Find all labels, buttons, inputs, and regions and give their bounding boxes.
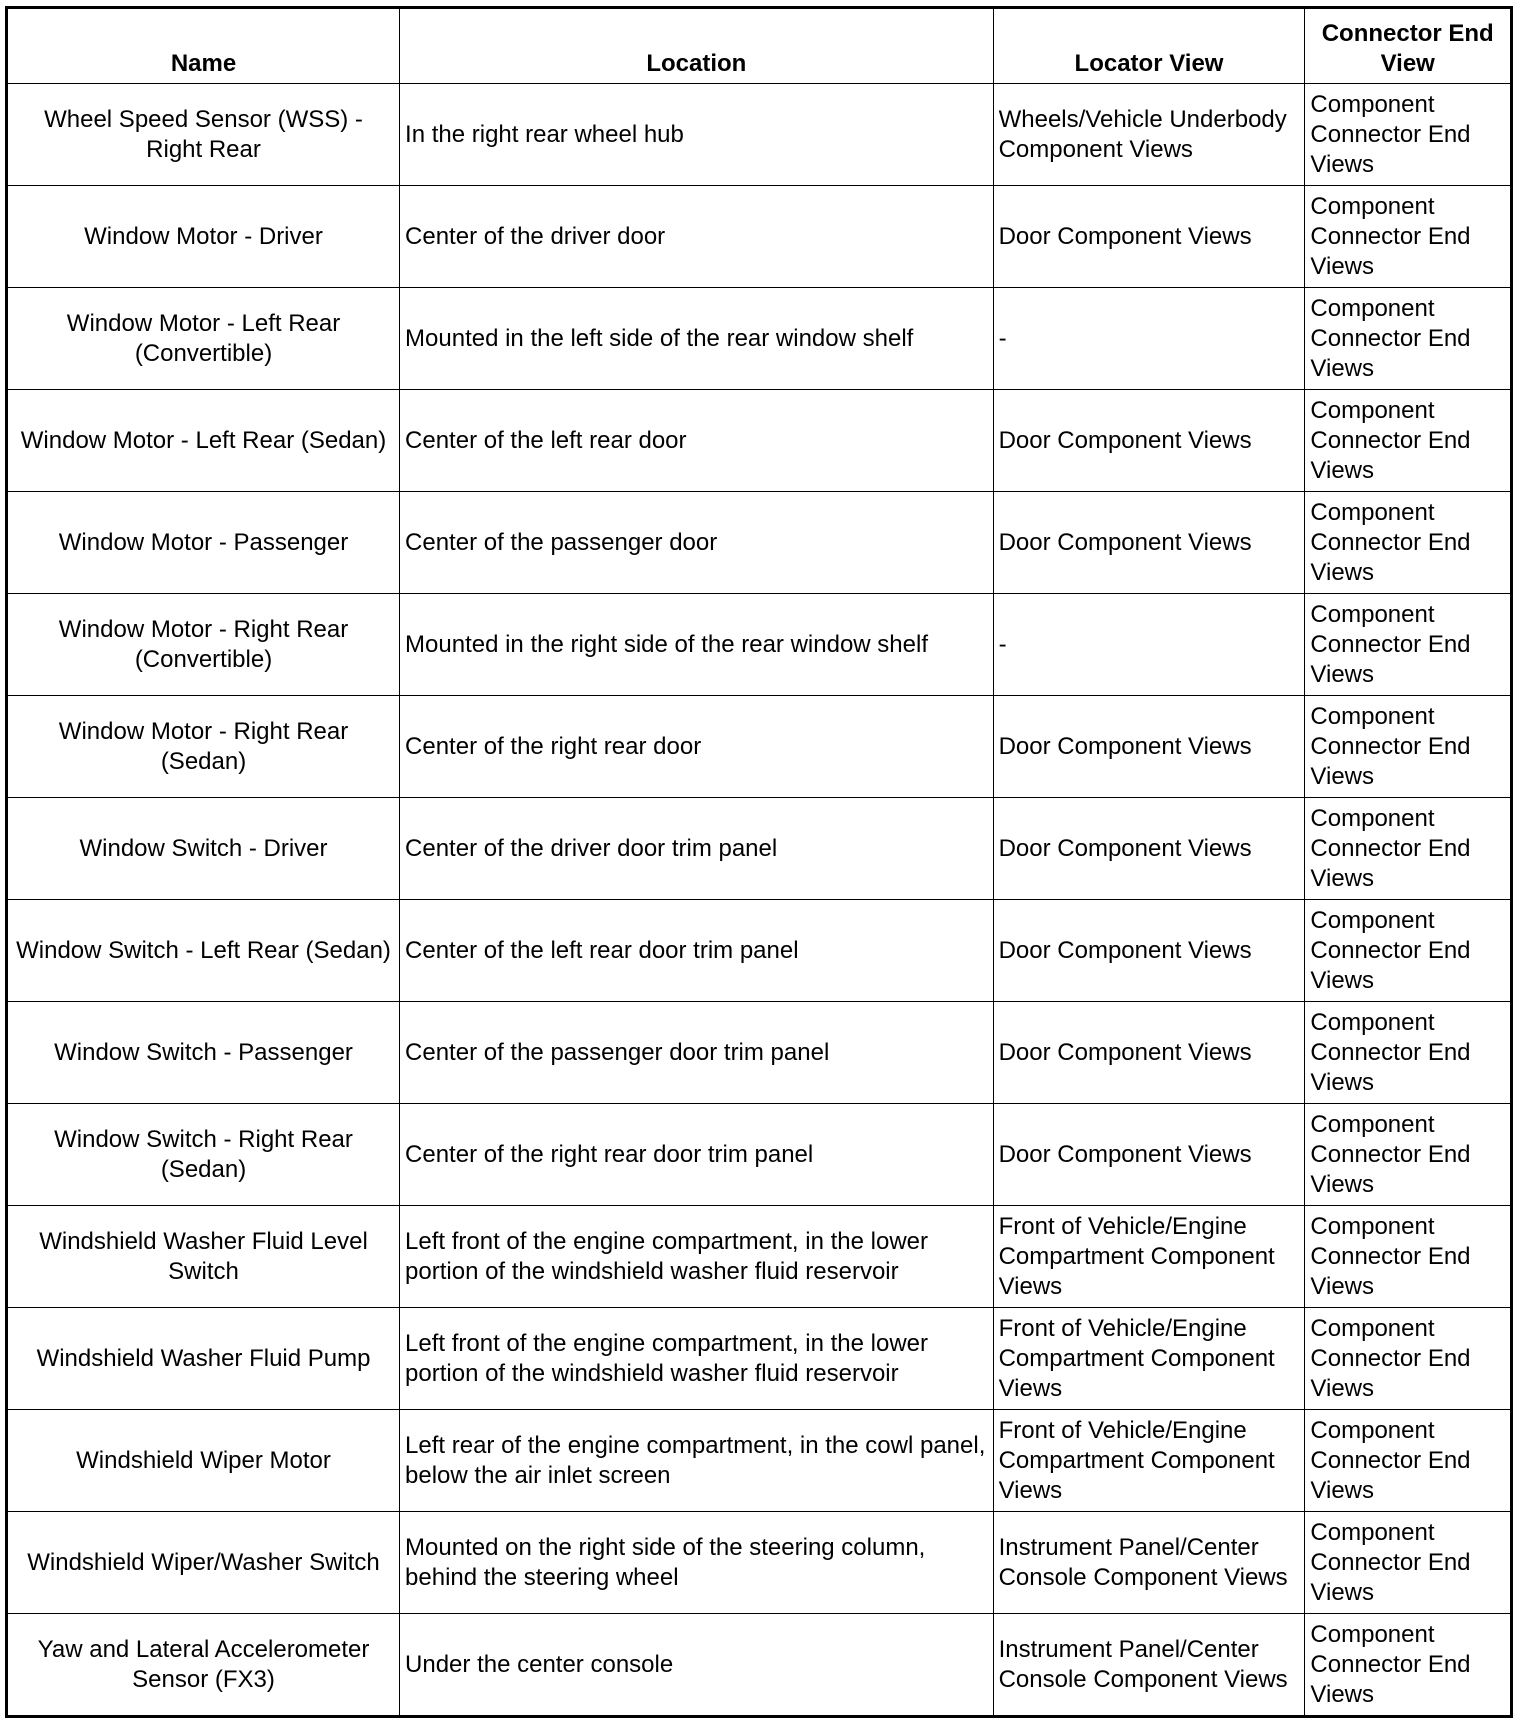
cell-name: Windshield Washer Fluid Pump: [7, 1308, 400, 1410]
cell-name: Window Motor - Left Rear (Convertible): [7, 288, 400, 390]
cell-name: Window Switch - Left Rear (Sedan): [7, 900, 400, 1002]
cell-location: Center of the right rear door trim panel: [400, 1104, 994, 1206]
cell-connector-end-view: Component Connector End Views: [1305, 390, 1512, 492]
cell-locator-view: Door Component Views: [993, 696, 1305, 798]
table-row: [7, 84, 1512, 186]
cell-name: Window Switch - Driver: [7, 798, 400, 900]
cell-name: Windshield Wiper/Washer Switch: [7, 1512, 400, 1614]
cell-locator-view: Door Component Views: [993, 390, 1305, 492]
cell-connector-end-view: Component Connector End Views: [1305, 1410, 1512, 1512]
cell-connector-end-view: Component Connector End Views: [1305, 492, 1512, 594]
cell-locator-view: Instrument Panel/Center Console Component Views: [993, 1614, 1305, 1717]
cell-connector-end-view: Component Connector End Views: [1305, 798, 1512, 900]
cell-location: Center of the left rear door trim panel: [400, 900, 994, 1002]
cell-locator-view: Door Component Views: [993, 186, 1305, 288]
cell-locator-view: Front of Vehicle/Engine Compartment Component Views: [993, 1206, 1305, 1308]
cell-location: In the right rear wheel hub: [400, 84, 994, 186]
table-row: [7, 1308, 1512, 1410]
cell-name: Yaw and Lateral Accelerometer Sensor (FX3): [7, 1614, 400, 1717]
table-header: [7, 8, 1512, 84]
component-locator-table: [5, 6, 1513, 1718]
cell-location: Center of the driver door: [400, 186, 994, 288]
cell-location: Left front of the engine compartment, in the lower portion of the windshield washer fluid reservoir: [400, 1308, 994, 1410]
cell-connector-end-view: Component Connector End Views: [1305, 1002, 1512, 1104]
cell-connector-end-view: Component Connector End Views: [1305, 594, 1512, 696]
cell-locator-view: Door Component Views: [993, 1002, 1305, 1104]
cell-location: Center of the passenger door: [400, 492, 994, 594]
cell-connector-end-view: Component Connector End Views: [1305, 1614, 1512, 1717]
cell-locator-view: -: [993, 594, 1305, 696]
cell-connector-end-view: Component Connector End Views: [1305, 1512, 1512, 1614]
table-row: [7, 492, 1512, 594]
table-row: [7, 186, 1512, 288]
table-row: [7, 1512, 1512, 1614]
cell-name: Window Switch - Passenger: [7, 1002, 400, 1104]
header-row: [7, 8, 1512, 84]
cell-location: Center of the left rear door: [400, 390, 994, 492]
cell-locator-view: Door Component Views: [993, 900, 1305, 1002]
cell-name: Window Switch - Right Rear (Sedan): [7, 1104, 400, 1206]
cell-name: Window Motor - Passenger: [7, 492, 400, 594]
cell-location: Center of the right rear door: [400, 696, 994, 798]
cell-name: Window Motor - Right Rear (Convertible): [7, 594, 400, 696]
cell-name: Window Motor - Right Rear (Sedan): [7, 696, 400, 798]
cell-name: Windshield Wiper Motor: [7, 1410, 400, 1512]
table-row: [7, 288, 1512, 390]
cell-locator-view: Front of Vehicle/Engine Compartment Component Views: [993, 1410, 1305, 1512]
column-header-locator-view: Locator View: [993, 8, 1305, 84]
table-row: [7, 1614, 1512, 1717]
cell-name: Windshield Washer Fluid Level Switch: [7, 1206, 400, 1308]
cell-locator-view: Instrument Panel/Center Console Component Views: [993, 1512, 1305, 1614]
cell-locator-view: Front of Vehicle/Engine Compartment Component Views: [993, 1308, 1305, 1410]
cell-locator-view: Door Component Views: [993, 1104, 1305, 1206]
cell-location: Left rear of the engine compartment, in the cowl panel, below the air inlet screen: [400, 1410, 994, 1512]
cell-location: Center of the driver door trim panel: [400, 798, 994, 900]
table-row: [7, 1104, 1512, 1206]
cell-name: Window Motor - Driver: [7, 186, 400, 288]
cell-connector-end-view: Component Connector End Views: [1305, 696, 1512, 798]
cell-connector-end-view: Component Connector End Views: [1305, 900, 1512, 1002]
cell-location: Left front of the engine compartment, in the lower portion of the windshield washer fluid reservoir: [400, 1206, 994, 1308]
column-header-location: Location: [400, 8, 994, 84]
cell-name: Window Motor - Left Rear (Sedan): [7, 390, 400, 492]
cell-location: Under the center console: [400, 1614, 994, 1717]
table-row: [7, 1206, 1512, 1308]
cell-connector-end-view: Component Connector End Views: [1305, 1308, 1512, 1410]
table-body: [7, 84, 1512, 1717]
cell-connector-end-view: Component Connector End Views: [1305, 1104, 1512, 1206]
table-row: [7, 1410, 1512, 1512]
cell-locator-view: -: [993, 288, 1305, 390]
cell-connector-end-view: Component Connector End Views: [1305, 288, 1512, 390]
component-table-container: [5, 6, 1513, 1718]
column-header-connector-end-view: Connector End View: [1305, 8, 1512, 84]
cell-connector-end-view: Component Connector End Views: [1305, 84, 1512, 186]
table-row: [7, 390, 1512, 492]
cell-location: Mounted in the left side of the rear window shelf: [400, 288, 994, 390]
cell-locator-view: Door Component Views: [993, 798, 1305, 900]
cell-locator-view: Wheels/Vehicle Underbody Component Views: [993, 84, 1305, 186]
cell-name: Wheel Speed Sensor (WSS) - Right Rear: [7, 84, 400, 186]
cell-location: Mounted on the right side of the steering column, behind the steering wheel: [400, 1512, 994, 1614]
table-row: [7, 900, 1512, 1002]
table-row: [7, 1002, 1512, 1104]
cell-location: Mounted in the right side of the rear window shelf: [400, 594, 994, 696]
table-row: [7, 798, 1512, 900]
cell-connector-end-view: Component Connector End Views: [1305, 186, 1512, 288]
cell-location: Center of the passenger door trim panel: [400, 1002, 994, 1104]
cell-connector-end-view: Component Connector End Views: [1305, 1206, 1512, 1308]
column-header-name: Name: [7, 8, 400, 84]
cell-locator-view: Door Component Views: [993, 492, 1305, 594]
table-row: [7, 696, 1512, 798]
table-row: [7, 594, 1512, 696]
